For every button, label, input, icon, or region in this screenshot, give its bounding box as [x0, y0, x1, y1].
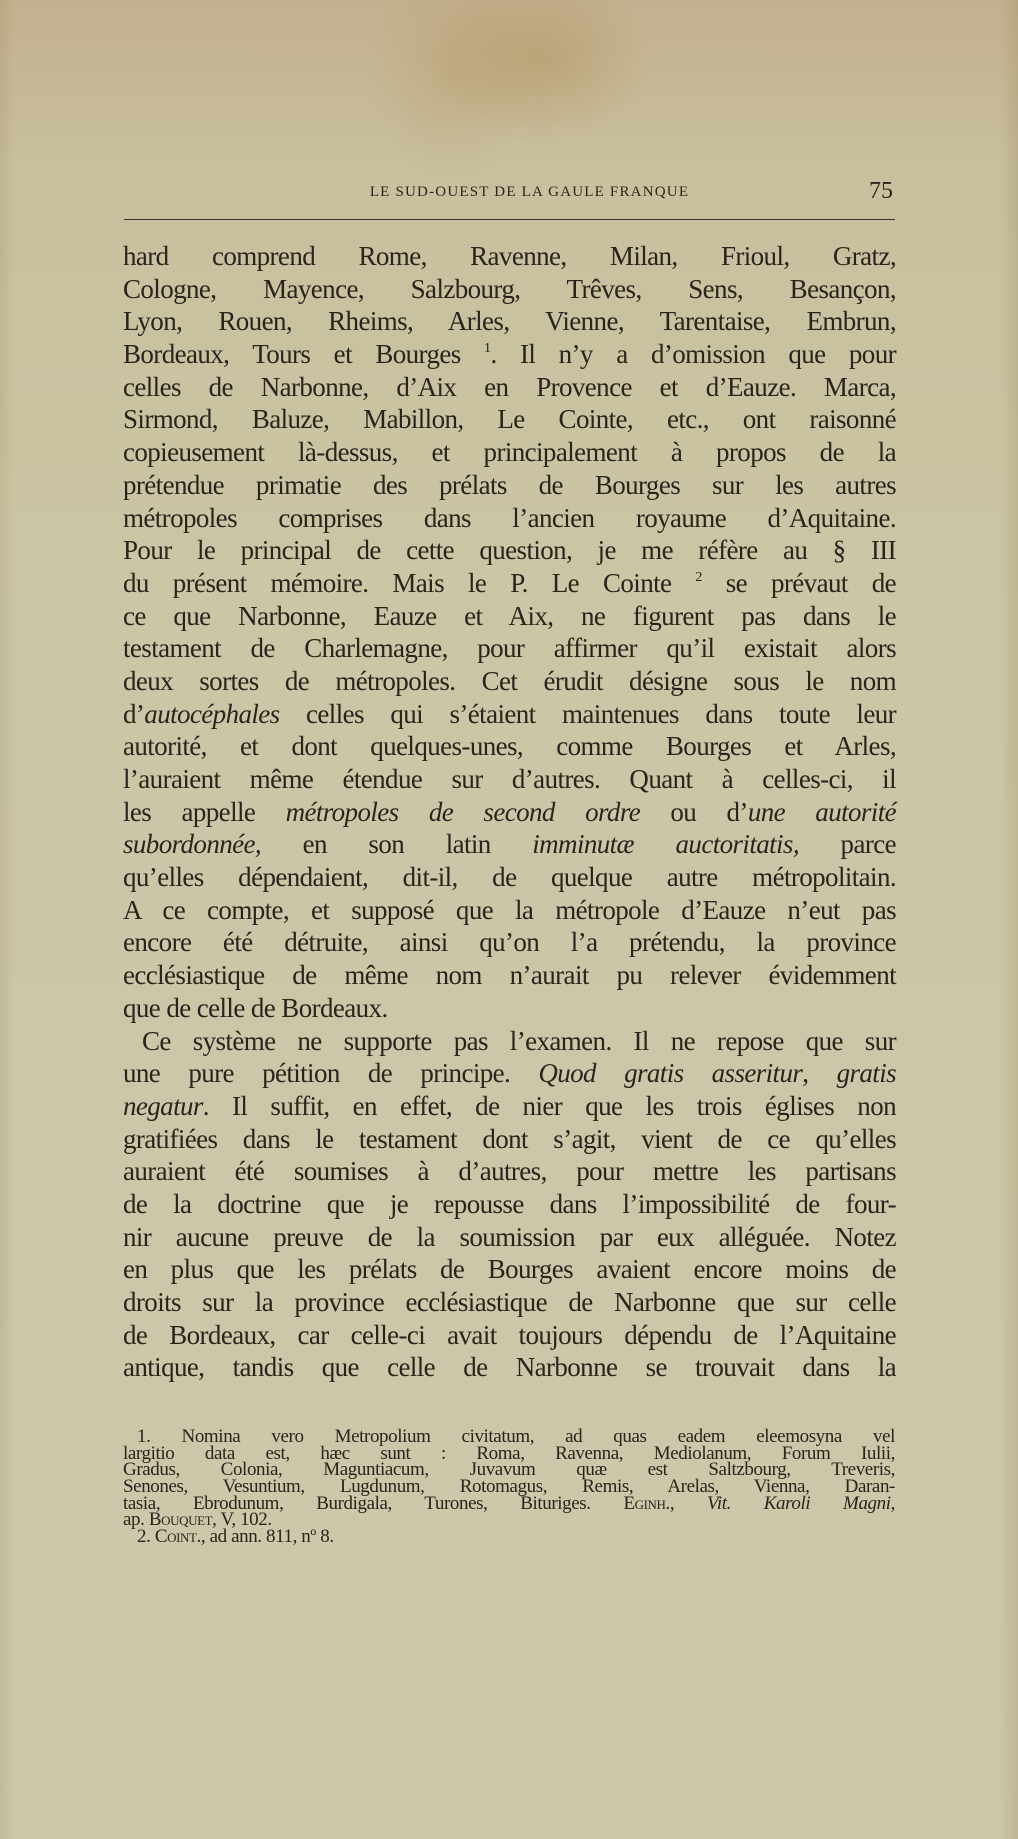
text-segment: auraient été soumises à d’autres, pour mettre les partisans	[123, 1156, 896, 1187]
body-line	[123, 1123, 896, 1156]
text-segment: hard comprend Rome, Ravenne, Milan, Frioul, Gratz,	[123, 241, 896, 271]
text-segment: 2.	[137, 1526, 155, 1548]
body-line	[123, 1057, 896, 1090]
text-segment: Pour le principal de cette question, je me réfère au § III	[123, 535, 896, 566]
body-line	[123, 796, 896, 829]
body-line	[123, 403, 896, 436]
footnote-marker: 1	[484, 341, 491, 357]
small-caps-text: Eginh.	[623, 1492, 670, 1514]
body-line	[123, 567, 896, 600]
body-line	[123, 1351, 896, 1384]
small-caps-text: Bouquet	[148, 1509, 213, 1531]
text-segment: testament de Charlemagne, pour affirmer qu’il existait alors	[123, 633, 896, 664]
text-segment: autorité, et dont quelques-unes, comme Bourges et Arles,	[123, 731, 896, 762]
text-segment: ,	[890, 1492, 895, 1514]
text-segment: copieusement là-dessus, et principalement à propos de la	[123, 437, 896, 468]
body-line	[123, 240, 896, 273]
text-segment: celles de Narbonne, d’Aix en Provence et d’Eauze. Marca,	[123, 371, 896, 402]
text-segment: Cologne, Mayence, Salzbourg, Trêves, Sens, Besançon,	[123, 273, 896, 304]
italic-text: imminutæ auctoritatis,	[532, 829, 799, 860]
text-segment: antique, tandis que celle de Narbonne se trouvait dans la	[123, 1352, 896, 1383]
text-segment: ecclésiastique de même nom n’aurait pu relever évidemment	[123, 960, 896, 991]
text-segment: métropoles comprises dans l’ancien royaume d’Aquitaine.	[123, 502, 896, 533]
body-line	[123, 371, 896, 404]
body-line	[123, 1319, 896, 1352]
page-edge-shadow-left	[0, 0, 14, 1839]
body-line	[123, 1188, 896, 1221]
text-segment: largitio data est, hæc sunt : Roma, Ravenna, Mediolanum, Forum Iulii,	[123, 1442, 895, 1464]
text-segment: l’auraient même étendue sur d’autres. Quant à celles-ci, il	[123, 764, 896, 794]
body-line	[123, 632, 896, 665]
body-line	[123, 338, 896, 371]
text-segment: . Il n’y a d’omission que pour	[490, 339, 896, 370]
text-segment: les appelle	[123, 796, 286, 827]
text-segment: d’	[123, 698, 145, 729]
body-line	[123, 273, 896, 306]
text-segment: celles qui s’étaient maintenues dans toute leur	[279, 698, 896, 729]
body-line	[123, 600, 896, 633]
footnote-marker: 2	[695, 569, 702, 585]
italic-text: gratis	[836, 1058, 897, 1089]
body-line	[123, 1025, 896, 1058]
body-line	[123, 436, 896, 469]
body-line	[123, 730, 896, 763]
body-line	[123, 698, 896, 731]
text-segment: encore été détruite, ainsi qu’on l’a prétendu, la province	[123, 927, 896, 958]
page-number: 75	[869, 178, 893, 204]
text-segment: prétendue primatie des prélats de Bourges sur les autres	[123, 469, 896, 500]
text-segment: qu’elles dépendaient, dit-il, de quelque autre métropolitain.	[123, 862, 896, 893]
body-line	[123, 1253, 896, 1286]
running-head	[124, 178, 895, 208]
small-caps-text: Coint.	[154, 1526, 201, 1548]
body-line	[123, 763, 896, 796]
body-line	[123, 305, 896, 338]
running-head-title: LE SUD-OUEST DE LA GAULE FRANQUE	[369, 184, 690, 200]
page-edge-shadow-right	[1000, 0, 1018, 1839]
text-segment: ,	[802, 1058, 837, 1089]
text-segment: de la doctrine que je repousse dans l’impossibilité de four-	[123, 1188, 896, 1219]
text-segment: gratifiées dans le testament dont s’agit, vient de ce qu’elles	[123, 1123, 896, 1154]
text-segment: se prévaut de	[701, 567, 897, 598]
text-segment: nir aucune preuve de la soumission par eux alléguée. Notez	[123, 1221, 896, 1252]
text-segment: droits sur la province ecclésiastique de Narbonne que sur celle	[123, 1287, 896, 1317]
body-text	[123, 240, 896, 1384]
text-segment: , V, 102.	[212, 1509, 272, 1531]
text-segment: tasia, Ebrodunum, Burdigala, Turones, Bituriges.	[123, 1492, 624, 1514]
body-line	[123, 469, 896, 502]
text-segment: , ad ann. 811, nº 8.	[200, 1526, 334, 1548]
text-segment: 1. Nomina vero Metropolium civitatum, ad quas eadem eleemosyna vel	[137, 1426, 895, 1447]
header-rule	[124, 219, 895, 220]
body-line	[123, 502, 896, 535]
text-segment: en son latin	[261, 829, 533, 860]
body-line	[123, 959, 896, 992]
italic-text: métropoles de second ordre	[285, 796, 641, 827]
footnotes	[123, 1426, 895, 1548]
text-segment: du présent mémoire. Mais le P. Le Cointe	[123, 567, 696, 598]
text-segment: A ce compte, et supposé que la métropole d’Eauze n’eut pas	[123, 894, 896, 925]
text-segment: Ce système ne supporte pas l’examen. Il ne repose que sur	[142, 1025, 896, 1056]
body-line	[123, 1155, 896, 1188]
body-line	[123, 894, 896, 927]
body-line	[123, 992, 896, 1025]
body-line	[123, 926, 896, 959]
body-line	[123, 1090, 896, 1123]
body-line	[123, 534, 896, 567]
text-segment: que de celle de Bordeaux.	[123, 992, 388, 1023]
italic-text: negatur	[123, 1090, 203, 1121]
text-segment: Bordeaux, Tours et Bourges	[123, 339, 485, 370]
text-segment: ap.	[123, 1509, 149, 1531]
text-segment: ce que Narbonne, Eauze et Aix, ne figurent pas dans le	[123, 600, 896, 631]
text-segment: une pure pétition de principe.	[123, 1058, 539, 1089]
text-segment: ou d’	[640, 796, 748, 827]
footnote-line	[123, 1526, 895, 1548]
text-segment: parce	[798, 829, 896, 860]
text-segment: . Il suffit, en effet, de nier que les trois églises non	[202, 1090, 896, 1121]
text-segment: de Bordeaux, car celle-ci avait toujours dépendu de l’Aquitaine	[123, 1319, 896, 1350]
text-segment: Sirmond, Baluze, Mabillon, Le Cointe, etc., ont raisonné	[123, 404, 896, 435]
body-line	[123, 828, 896, 861]
body-line	[123, 665, 896, 698]
text-segment: en plus que les prélats de Bourges avaient encore moins de	[123, 1254, 896, 1285]
body-line	[123, 1286, 896, 1319]
italic-text: Vit. Karoli Magni	[707, 1492, 891, 1514]
italic-text: autocéphales	[144, 698, 280, 729]
text-segment: Senones, Vesuntium, Lugdunum, Rotomagus, Remis, Arelas, Vienna, Daran-	[123, 1476, 895, 1498]
body-line	[123, 861, 896, 894]
italic-text: Quod gratis asseritur	[538, 1058, 803, 1089]
text-segment: deux sortes de métropoles. Cet érudit désigne sous le nom	[123, 665, 896, 696]
body-line	[123, 1221, 896, 1254]
text-segment: Lyon, Rouen, Rheims, Arles, Vienne, Tarentaise, Embrun,	[123, 306, 896, 337]
italic-text: subordonnée,	[123, 829, 262, 860]
text-segment: ,	[669, 1492, 708, 1514]
text-segment: Gradus, Colonia, Maguntiacum, Juvavum quæ est Saltzbourg, Treveris,	[123, 1459, 895, 1481]
italic-text: une autorité	[747, 796, 896, 827]
